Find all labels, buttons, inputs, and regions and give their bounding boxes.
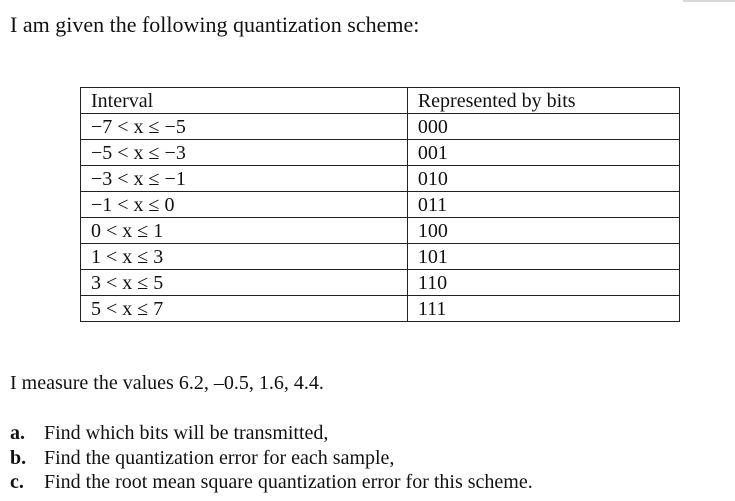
intro-text: I am given the following quantization scheme: xyxy=(10,12,420,37)
question-item xyxy=(10,446,533,471)
interval-cell: 1 < x ≤ 3 xyxy=(81,244,408,270)
interval-cell: 0 < x ≤ 1 xyxy=(81,218,408,244)
bits-cell: 001 xyxy=(407,140,679,166)
question-letter: c. xyxy=(10,471,24,493)
table-row xyxy=(81,244,680,270)
bits-cell: 011 xyxy=(407,192,679,218)
question-letter: b. xyxy=(10,446,27,469)
question-item xyxy=(10,421,533,446)
bits-cell: 101 xyxy=(407,244,679,270)
interval-cell: 3 < x ≤ 5 xyxy=(81,270,408,296)
header-bits: Represented by bits xyxy=(407,88,679,114)
top-edge-divider xyxy=(683,0,735,2)
bits-cell: 110 xyxy=(407,270,679,296)
table-row xyxy=(81,192,680,218)
question-item xyxy=(10,470,533,495)
header-interval: Interval xyxy=(81,88,408,114)
table-row xyxy=(81,270,680,296)
interval-cell: −3 < x ≤ −1 xyxy=(81,166,408,192)
question-letter: a. xyxy=(10,422,25,444)
table-row xyxy=(81,166,680,192)
question-list xyxy=(10,421,533,495)
question-text: Find which bits will be transmitted, xyxy=(44,422,329,444)
interval-cell: 5 < x ≤ 7 xyxy=(81,296,408,322)
bits-cell: 010 xyxy=(407,166,679,192)
question-text: Find the root mean square quantization error for this scheme. xyxy=(44,471,533,493)
bits-cell: 000 xyxy=(407,114,679,140)
table-row xyxy=(81,218,680,244)
table-row xyxy=(81,114,680,140)
interval-cell: −7 < x ≤ −5 xyxy=(81,114,408,140)
table-row xyxy=(81,296,680,322)
bits-cell: 111 xyxy=(407,296,679,322)
measurement-text: I measure the values 6.2, –0.5, 1.6, 4.4. xyxy=(10,372,324,394)
quantization-table xyxy=(80,87,680,322)
table-header-row xyxy=(81,88,680,114)
interval-cell: −5 < x ≤ −3 xyxy=(81,140,408,166)
bits-cell: 100 xyxy=(407,218,679,244)
interval-cell: −1 < x ≤ 0 xyxy=(81,192,408,218)
question-text: Find the quantization error for each sample, xyxy=(44,446,395,469)
table-row xyxy=(81,140,680,166)
